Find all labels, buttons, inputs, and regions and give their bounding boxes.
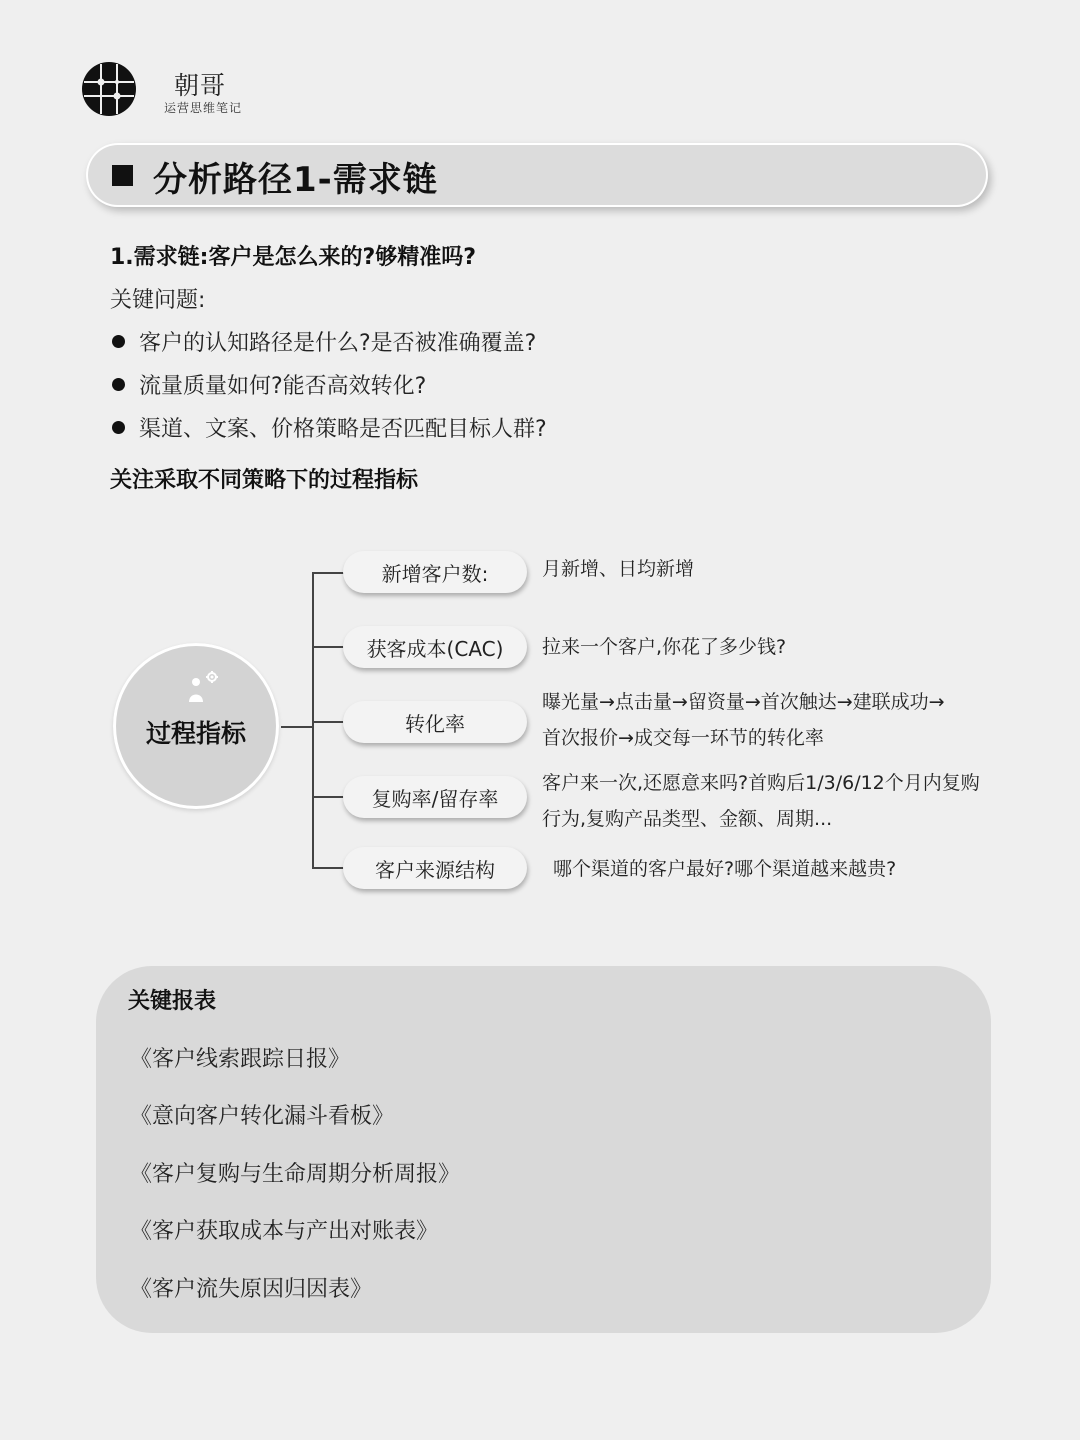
key-reports-title: 关键报表 [128, 989, 217, 1014]
report-item: 《客户流失原因归因表》 [130, 1277, 373, 1302]
metric-desc: 客户来一次,还愿意来吗?首购后1/3/6/12个月内复购 [542, 772, 980, 794]
metric-pill-new-customers: 新增客户数: [343, 551, 527, 593]
brand-name: 朝哥 [174, 71, 227, 100]
center-node-label: 过程指标 [145, 719, 246, 748]
bullet-item [110, 326, 536, 357]
bullet-item [110, 369, 426, 400]
metric-pill-conversion: 转化率 [343, 701, 527, 743]
bullet-text: 客户的认知路径是什么?是否被准确覆盖? [139, 331, 537, 356]
connector-line [312, 572, 346, 574]
metric-desc: 拉来一个客户,你花了多少钱? [542, 636, 787, 658]
bullet-dot-icon [112, 335, 125, 348]
metric-pill-cac: 获客成本(CAC) [343, 626, 527, 668]
key-questions-label: 关键问题: [110, 288, 206, 313]
report-item: 《客户线索跟踪日报》 [130, 1047, 351, 1072]
connector-line [312, 646, 346, 648]
connector-line [312, 721, 346, 723]
bullet-item [110, 412, 547, 443]
person-gear-icon [186, 670, 222, 706]
metric-pill-retention: 复购率/留存率 [343, 776, 527, 818]
bullet-text: 流量质量如何?能否高效转化? [139, 374, 427, 399]
metric-desc: 首次报价→成交每一环节的转化率 [542, 727, 824, 749]
brand-logo-icon [82, 62, 136, 116]
connector-line [312, 796, 346, 798]
bullet-dot-icon [112, 378, 125, 391]
section-question-title: 1.需求链:客户是怎么来的?够精准吗? [110, 245, 476, 270]
metric-desc: 月新增、日均新增 [542, 558, 695, 580]
metric-desc: 行为,复购产品类型、金额、周期... [542, 808, 833, 830]
report-item: 《客户获取成本与产出对账表》 [130, 1219, 439, 1244]
square-bullet-icon [112, 165, 133, 186]
connector-line [281, 726, 313, 728]
metric-desc: 曝光量→点击量→留资量→首次触达→建联成功→ [542, 691, 945, 713]
report-item: 《客户复购与生命周期分析周报》 [130, 1162, 461, 1187]
metric-desc: 哪个渠道的客户最好?哪个渠道越来越贵? [553, 858, 897, 880]
report-item: 《意向客户转化漏斗看板》 [130, 1104, 395, 1129]
bullet-dot-icon [112, 421, 125, 434]
metric-pill-source: 客户来源结构 [343, 847, 527, 889]
bullet-text: 渠道、文案、价格策略是否匹配目标人群? [139, 417, 547, 442]
focus-heading: 关注采取不同策略下的过程指标 [110, 468, 419, 493]
brand-subtitle: 运营思维笔记 [164, 101, 243, 115]
page-title: 分析路径1-需求链 [153, 160, 438, 200]
connector-line [312, 867, 346, 869]
